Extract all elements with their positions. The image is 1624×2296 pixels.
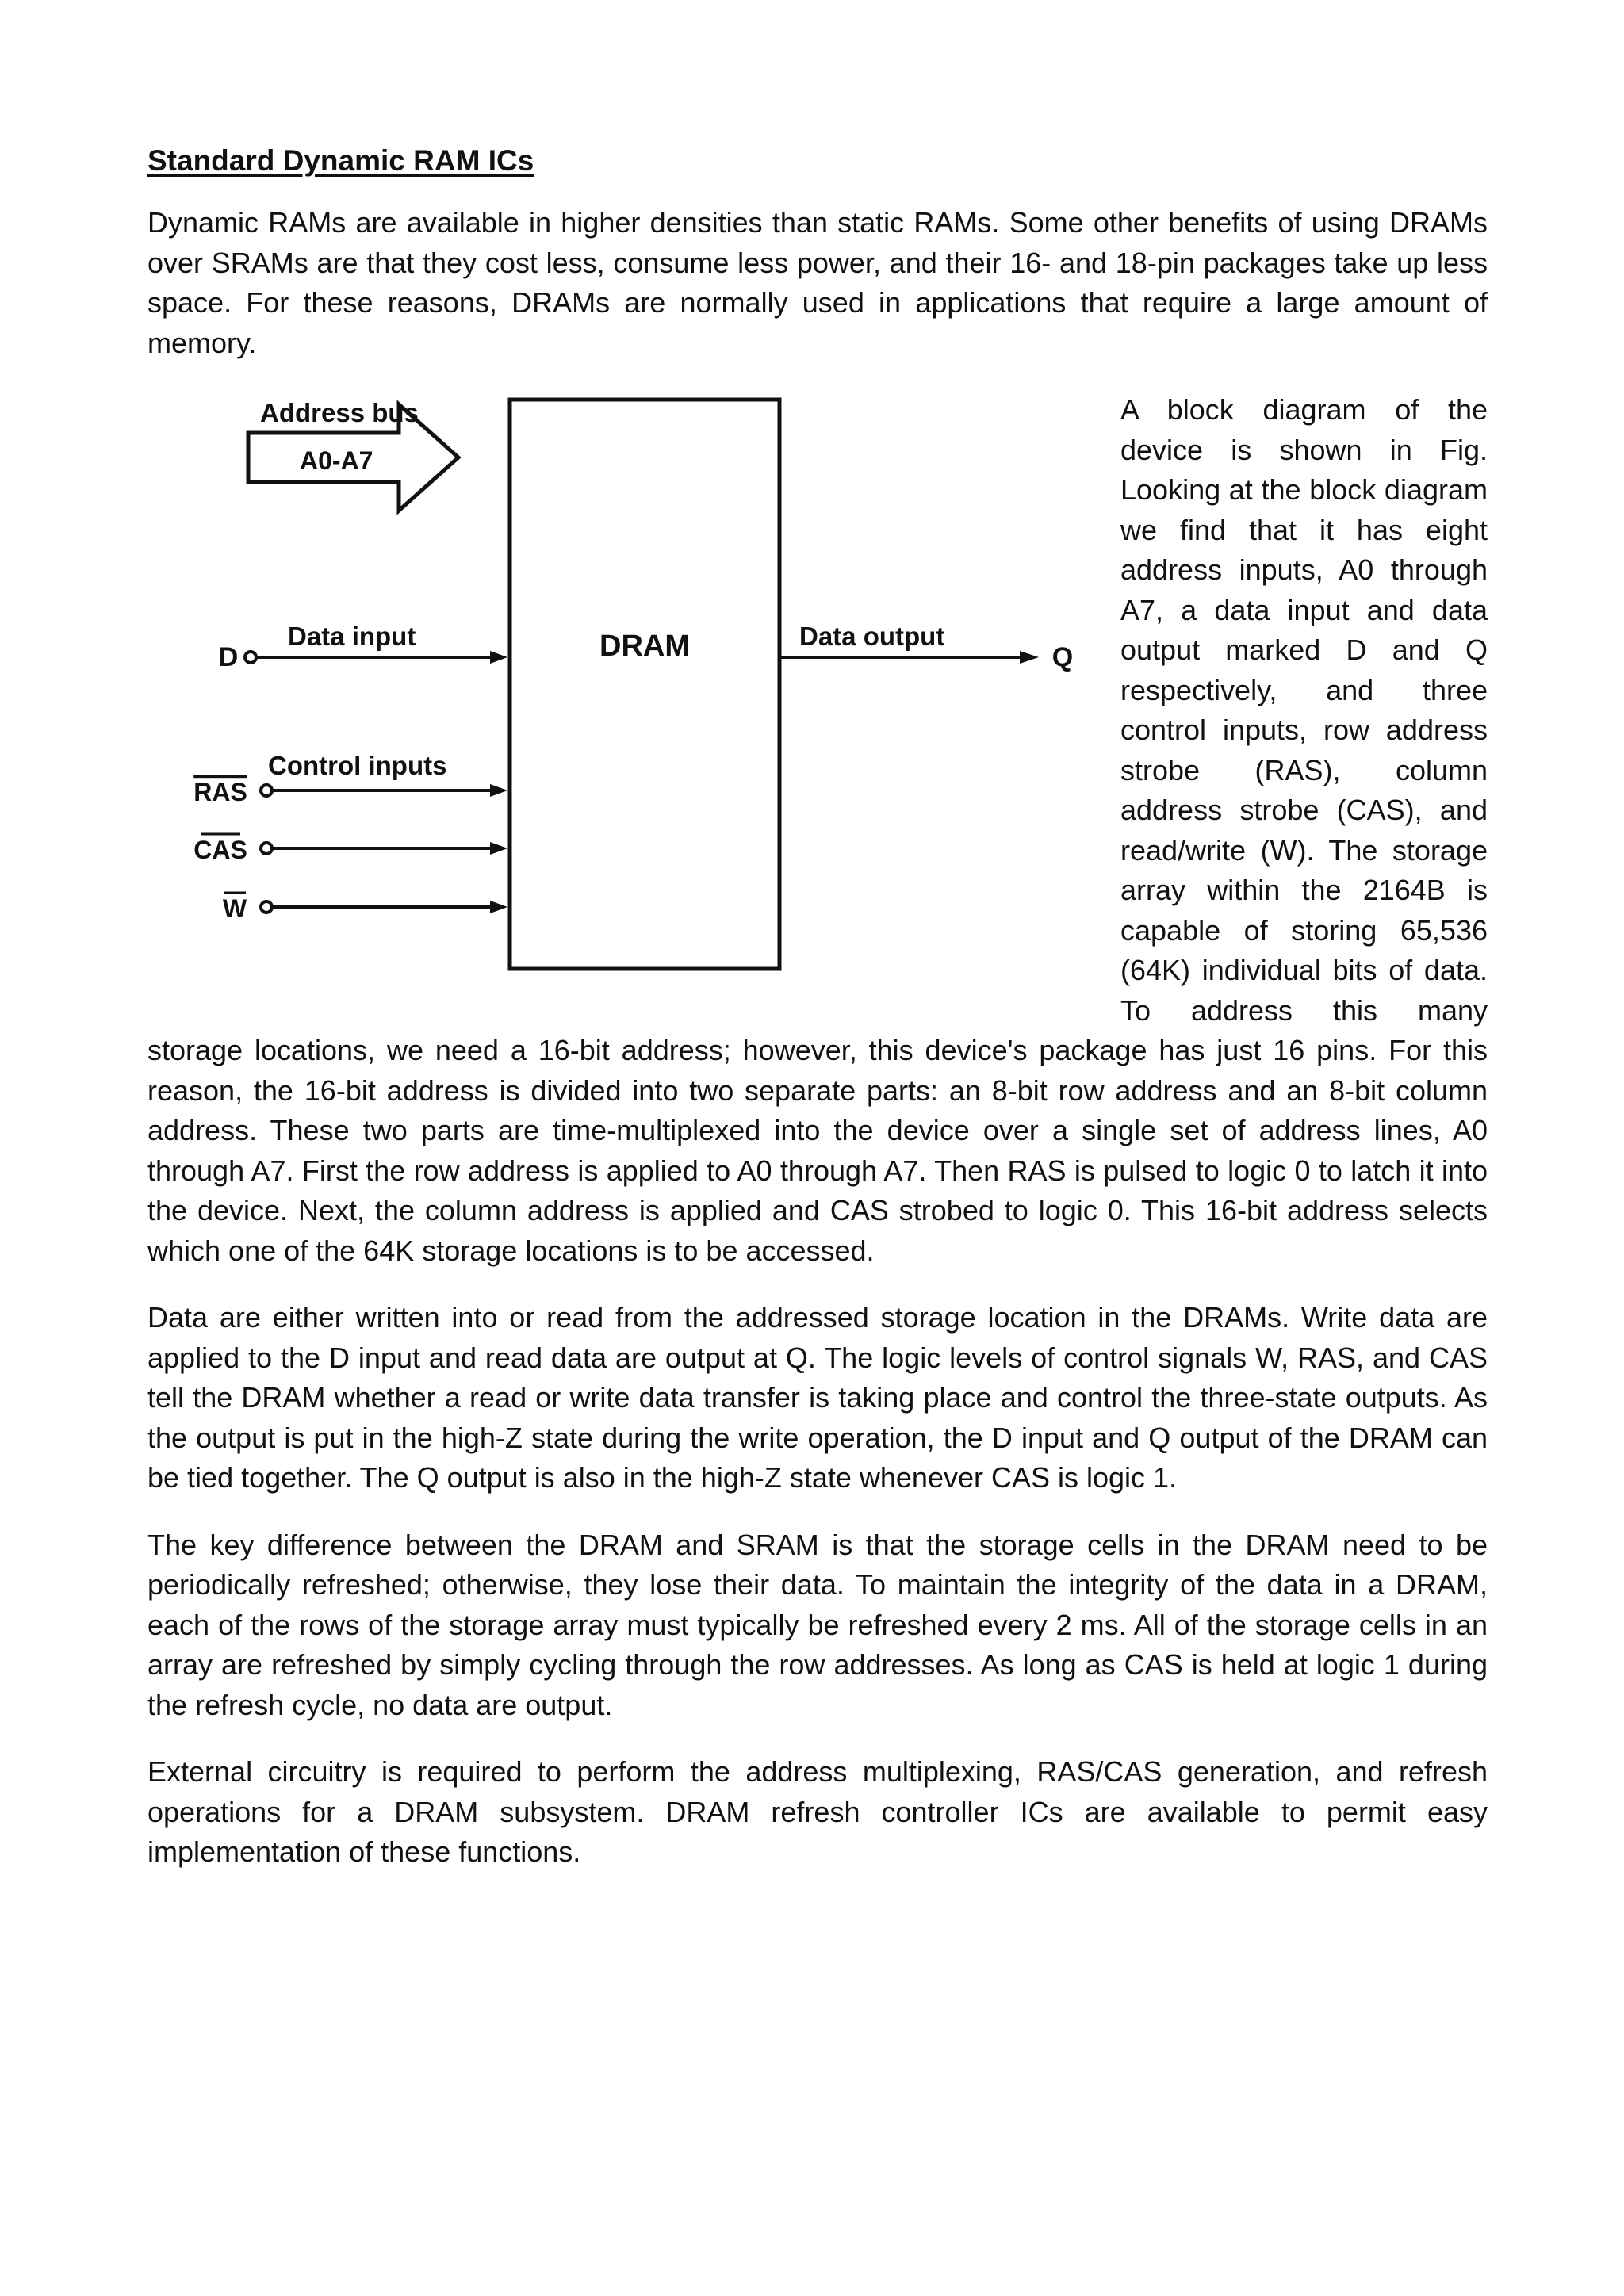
pin-ras-circle — [261, 785, 272, 796]
data-input-label: Data input — [288, 622, 416, 651]
dram-block-diagram — [141, 390, 1105, 1001]
pin-d-label: D — [218, 642, 239, 672]
data-input-arrowhead — [490, 651, 508, 664]
dram-block-diagram-svg — [141, 390, 1105, 1001]
block-diagram-paragraph: A block diagram of the device is shown in Fig. Looking at the block diagram we find that it has eight address inputs, A0 through A7, a data input and data output marked D and Q respectively, and three control inputs, row address strobe (RAS), column address strobe (CAS), and read/write (W). The storage array within the 2164B is capable of storing 65,536 (64K) individual bits of data. To address this many storage locations, we need a 16-bit address; however, this device's package has just 16 pins. For this reason, the 16-bit address is divided into two separate parts: an 8-bit row address and an 8-bit column address. These two parts are time-multiplexed into the device over a single set of address lines, A0 through A7. First the row address is applied to A0 through A7. Then RAS is pulsed to logic 0 to latch it into the device. Next, the column address is applied and CAS strobed to logic 0. This 16-bit address selects which one of the 64K storage locations is to be accessed. — [147, 393, 1488, 1267]
pin-cas-circle — [261, 843, 272, 854]
address-range-label: A0-A7 — [300, 446, 373, 475]
pin-w-circle — [261, 901, 272, 913]
cas-arrowhead — [490, 842, 508, 855]
ras-arrowhead — [490, 784, 508, 797]
intro-paragraph: Dynamic RAMs are available in higher densities than static RAMs. Some other benefits of using DRAMs over SRAMs are that they cost less, consume less power, and their 16- and 18-pin packages take up less space. For these reasons, DRAMs are normally used in applications that require a large amount of memory. — [147, 206, 1488, 359]
address-bus-label: Address bus — [260, 398, 419, 427]
dram-box — [510, 400, 779, 969]
data-transfer-paragraph: Data are either written into or read from the addressed storage location in the DRAMs. Write data are applied to the D input and read data are output at Q. The logic levels of control signals W, RAS, and CAS tell the DRAM whether a read or write data transfer is taking place and control the three-state outputs. As the output is put in the high-Z state during the write operation, the D input and Q output of the DRAM can be tied together. The Q output is also in the high-Z state whenever CAS is logic 1. — [147, 1301, 1488, 1494]
external-circuitry-paragraph: External circuitry is required to perform the address multiplexing, RAS/CAS generation, and refresh operations for a DRAM subsystem. DRAM refresh controller ICs are available to permit easy implementation of these functions. — [147, 1755, 1488, 1868]
document-page — [147, 141, 1488, 1900]
pin-cas-label: CAS — [193, 836, 247, 864]
page-title: Standard Dynamic RAM ICs — [147, 144, 534, 177]
w-arrowhead — [490, 901, 508, 913]
pin-q-label: Q — [1051, 642, 1074, 672]
data-output-arrowhead — [1020, 651, 1039, 664]
pin-d-circle — [245, 652, 256, 663]
pin-ras-label: RAS — [193, 778, 247, 806]
data-output-label: Data output — [799, 622, 945, 651]
pin-w-label: W — [222, 894, 247, 923]
dram-label: DRAM — [599, 629, 690, 663]
control-inputs-label: Control inputs — [268, 751, 447, 780]
refresh-paragraph: The key difference between the DRAM and SRAM is that the storage cells in the DRAM need to be periodically refreshed; otherwise, they lose their data. To maintain the integrity of the data in a DRAM, each of the rows of the storage array must typically be refreshed every 2 ms. All of the storage cells in an array are refreshed by simply cycling through the row addresses. As long as CAS is held at logic 1 during the refresh cycle, no data are output. — [147, 1528, 1488, 1721]
